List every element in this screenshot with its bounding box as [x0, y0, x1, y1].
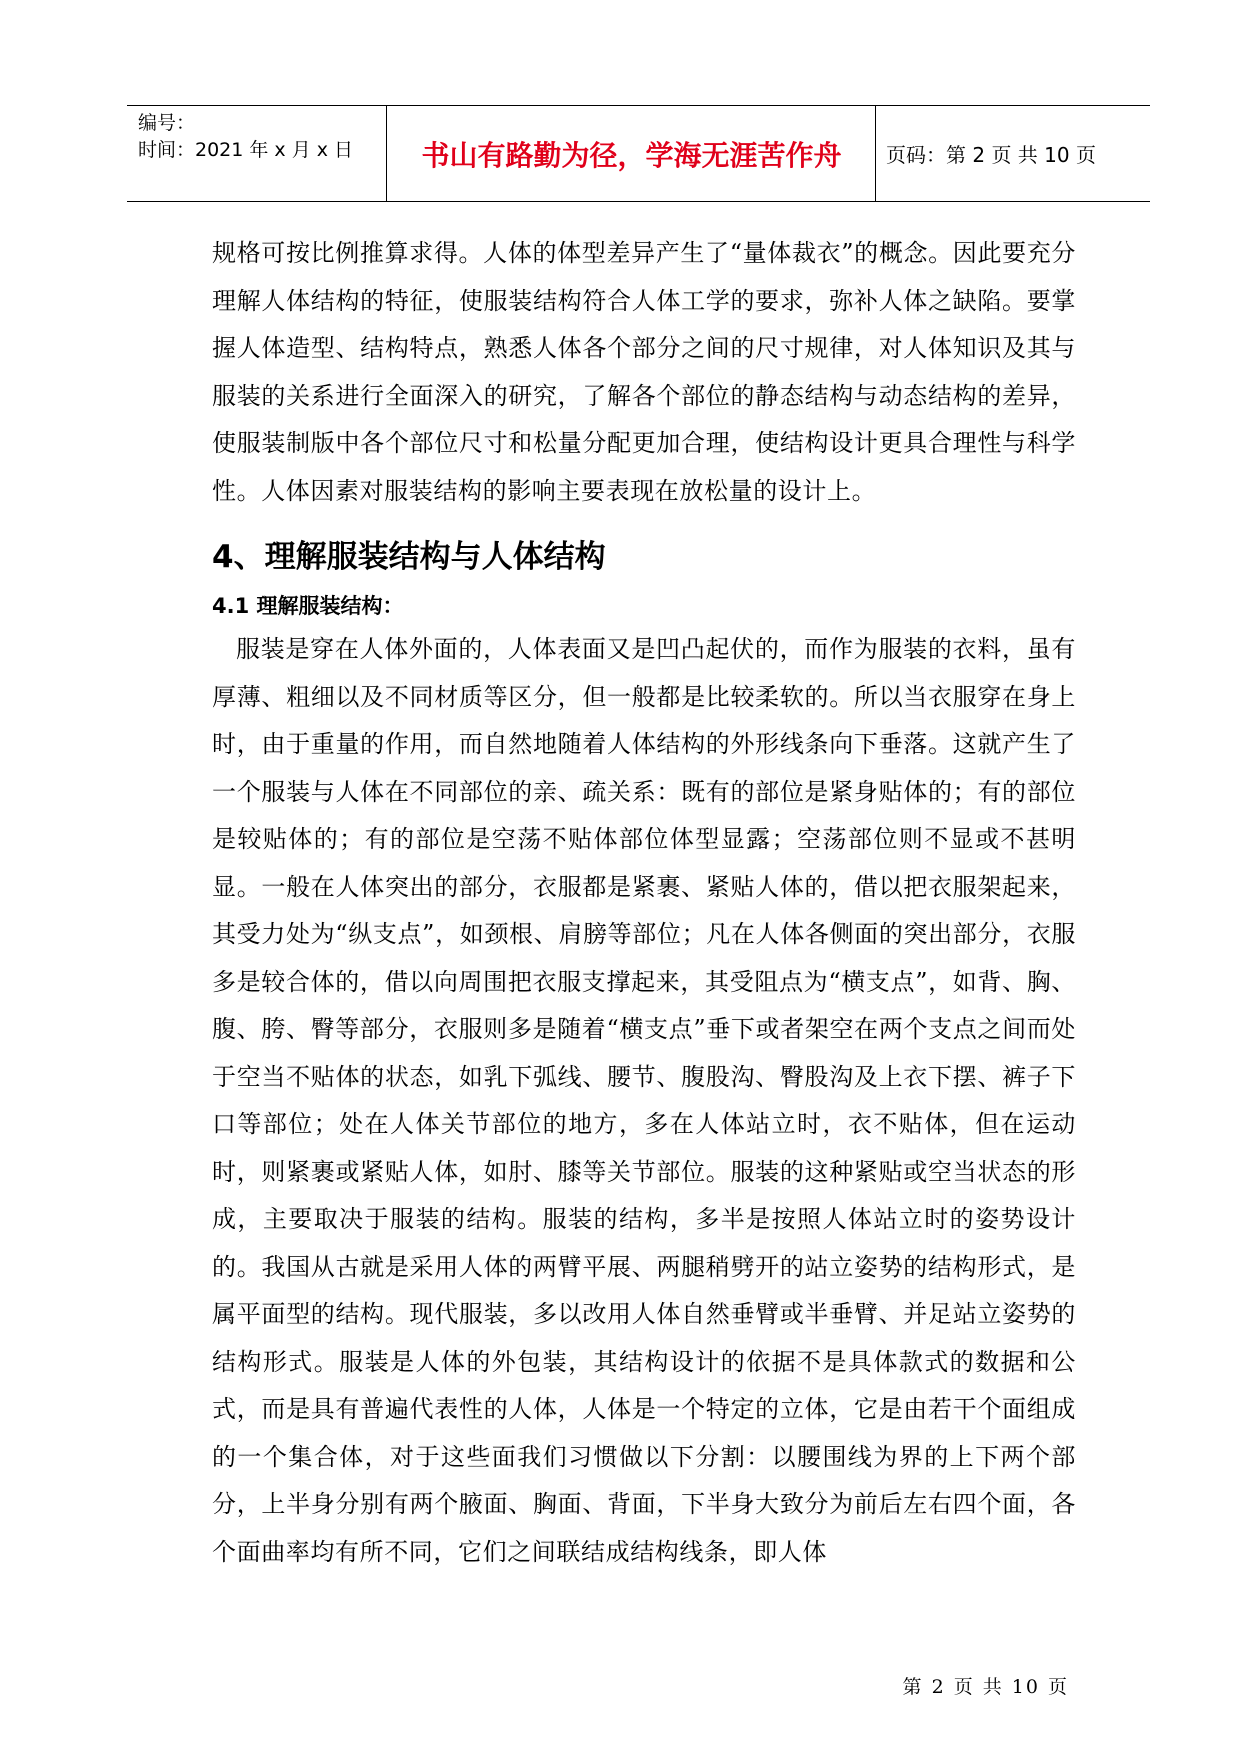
paragraph-2: 服装是穿在人体外面的，人体表面又是凹凸起伏的，而作为服装的衣料，虽有厚薄、粗细以及不同材质等区分，但一般都是比较柔软的。所以当衣服穿在身上时，由于重量的作用，而自然地随着人体结构的外形线条向下垂落。这就产生了一个服装与人体在不同部位的亲、疏关系：既有的部位是紧身贴体的；有的部位是较贴体的；有的部位是空荡不贴体部位体型显露；空荡部位则不显或不甚明显。一般在人体突出的部分，衣服都是紧裹、紧贴人体的，借以把衣服架起来，其受力处为“纵支点”，如颈根、肩膀等部位；凡在人体各侧面的突出部分，衣服多是较合体的，借以向周围把衣服支撑起来，其受阻点为“横支点”，如背、胸、腹、胯、臀等部分，衣服则多是随着“横支点”垂下或者架空在两个支点之间而处于空当不贴体的状态，如乳下弧线、腰节、腹股沟、臀股沟及上衣下摆、裤子下口等部位；处在人体关节部位的地方，多在人体站立时，衣不贴体，但在运动时，则紧裹或紧贴人体，如肘、膝等关节部位。服装的这种紧贴或空当状态的形成，主要取决于服装的结构。服装的结构，多半是按照人体站立时的姿势设计的。我国从古就是采用人体的两臂平展、两腿稍劈开的站立姿势的结构形式，是属平面型的结构。现代服装，多以改用人体自然垂臂或半垂臂、并足站立姿势的结构形式。服装是人体的外包装，其结构设计的依据不是具体款式的数据和公式，而是具有普遍代表性的人体，人体是一个特定的立体，它是由若干个面组成的一个集合体，对于这些面我们习惯做以下分割：以腰围线为界的上下两个部分，上半身分别有两个腋面、胸面、背面，下半身大致分为前后左右四个面，各个面曲率均有所不同，它们之间联结成结构线条，即人体: [212, 635, 1076, 1566]
page-footer: 第 2 页 共 10 页: [902, 1676, 1069, 1698]
section-heading-4: 4、理解服装结构与人体结构: [212, 539, 606, 575]
document-body: [212, 230, 1076, 1576]
subsection-heading-4-1: 4.1 理解服装结构：: [212, 594, 404, 618]
header-left-cell: [127, 106, 387, 201]
paragraph-1: 规格可按比例推算求得。人体的体型差异产生了“量体裁衣”的概念。因此要充分理解人体结构的特征，使服装结构符合人体工学的要求，弥补人体之缺陷。要掌握人体造型、结构特点，熟悉人体各个部分之间的尺寸规律，对人体知识及其与服装的关系进行全面深入的研究，了解各个部位的静态结构与动态结构的差异，使服装制版中各个部位尺寸和松量分配更加合理，使结构设计更具合理性与科学性。人体因素对服装结构的影响主要表现在放松量的设计上。: [212, 239, 1076, 505]
number-label: 编号：: [138, 112, 196, 134]
header-motto: 书山有路勤为径，学海无涯苦作舟: [388, 106, 876, 201]
header-page-label: 页码：第 2 页 共 10 页: [886, 143, 1096, 167]
time-label: 时间：2021 年 x 月 x 日: [138, 139, 354, 161]
page-header: [127, 105, 1150, 202]
